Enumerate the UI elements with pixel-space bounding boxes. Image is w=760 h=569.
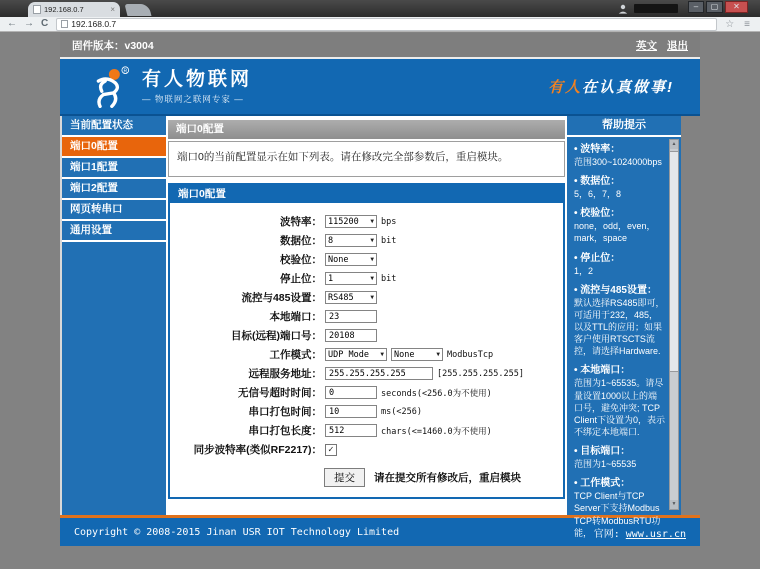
local-port-controls [325,310,377,323]
form-row-parity [170,250,563,269]
main-content [168,116,565,515]
page-favicon [33,5,41,14]
slogan-orange: 有人 [547,79,582,96]
logo-tagline: — 物联网之联网专家 — [142,94,244,105]
firmware-version: 固件版本：v3004 [72,39,154,52]
reload-icon[interactable]: C [41,18,49,29]
submit-row [170,468,563,487]
help-item-label: • 工作模式： [574,478,631,490]
page-description: 端口0的当前配置显示在如下列表。请在修改完全部参数后，重启模块。 [168,141,565,177]
flow-485-controls [325,291,377,304]
url-page-icon [61,20,68,28]
work-mode-select-value: UDP Mode [328,349,369,360]
bookmark-star-icon[interactable]: ☆ [725,18,735,30]
stop-bits-controls [325,272,396,285]
browser-tab[interactable] [28,2,120,17]
work-mode-suffix: ModbusTcp [447,349,494,360]
baud-rate-label: 波特率： [280,216,322,228]
chevron-down-icon: ▼ [370,237,374,244]
url-input[interactable] [56,18,717,31]
help-item-text: 范围300~1024000bps [574,157,662,167]
stop-bits-suffix: bit [381,273,397,284]
pack-length-suffix: chars(<=1460.0为不使用) [381,426,492,437]
redacted-username [634,4,678,13]
scrollbar-thumb[interactable] [670,151,678,372]
help-item-label: • 目标端口： [574,446,631,458]
tab-close-icon[interactable]: × [110,4,115,14]
help-item-label: • 停止位： [574,252,621,264]
work-mode-secondary-select[interactable] [391,348,443,361]
sidebar-item-general-settings[interactable]: 通用设置 [62,221,166,242]
browser-addressbar [0,17,760,32]
help-item-text: TCP Client与TCP Server下支持Modbus TCP转ModbusRTU功能， [574,491,661,538]
sidebar-item-current-status[interactable]: 当前配置状态 [62,116,166,137]
help-item-5 [574,364,666,438]
no-signal-timeout-suffix: seconds(<256.0为不使用) [381,388,492,399]
baud-rate-suffix: bps [381,216,397,227]
chevron-down-icon: ▼ [370,256,374,263]
parity-select[interactable] [325,253,377,266]
pack-time-input[interactable]: 10 [325,405,377,418]
sidebar-item-port1-config[interactable]: 端口1配置 [62,158,166,179]
firmware-topbar [60,33,700,59]
site-container [60,33,700,546]
data-bits-select[interactable] [325,234,377,247]
remote-server-suffix: [255.255.255.255] [437,368,524,379]
close-button[interactable]: ✕ [725,1,748,13]
chevron-down-icon: ▼ [370,275,374,282]
remote-server-input[interactable]: 255.255.255.255 [325,367,433,380]
scroll-up-icon[interactable]: ▲ [671,141,677,147]
profile-icon[interactable] [618,4,628,14]
help-item-label: • 校验位： [574,208,621,220]
sidebar-item-web-to-serial[interactable]: 网页转串口 [62,200,166,221]
menu-icon[interactable]: ≡ [744,18,750,30]
copyright-text: Copyright © 2008-2015 Jinan USR IOT Technology Limited [74,526,400,538]
url-text: 192.168.0.7 [71,19,117,29]
flow-485-select[interactable] [325,291,377,304]
remote-server-controls [325,367,524,380]
work-mode-controls [325,348,493,361]
usr-person-logo-icon [90,66,132,108]
forward-icon[interactable]: → [24,18,34,29]
logo [90,66,252,108]
help-item-3 [574,252,666,277]
form-row-no-signal-timeout [170,383,563,402]
minimize-button[interactable]: – [688,1,704,13]
data-bits-select-value: 8 [328,235,334,246]
data-bits-controls [325,234,396,247]
flow-485-label: 流控与485设置： [241,292,322,304]
english-link[interactable]: 英文 [636,39,657,52]
site-header [60,59,700,116]
no-signal-timeout-input[interactable]: 0 [325,386,377,399]
form-row-remote-server [170,364,563,383]
help-item-text: none，odd，even，mark，space [574,221,656,244]
help-item-text: 默认选择RS485即可，可适用于232，485，以及TTL的应用；如果客户使用RTSCTS流控，请选择Hardware. [574,297,665,357]
remote-port-controls [325,329,377,342]
data-bits-label: 数据位： [280,235,322,247]
pack-time-suffix: ms(<256) [381,406,422,417]
chevron-down-icon: ▼ [370,218,374,225]
logo-title: 有人物联网 [142,68,253,90]
help-panel-title: 帮助提示 [567,116,681,137]
parity-controls [325,253,377,266]
help-item-1 [574,175,666,200]
help-item-label: • 波特率： [574,144,621,155]
new-tab-button[interactable] [125,4,152,16]
submit-hint: 请在提交所有修改后，重启模块 [374,472,521,484]
remote-port-label: 目标(远程)端口号： [231,330,322,342]
remote-port-input[interactable]: 20108 [325,329,377,342]
remote-server-label: 远程服务地址： [248,368,322,380]
stop-bits-label: 停止位： [280,273,322,285]
no-signal-timeout-controls [325,386,492,399]
local-port-label: 本地端口： [269,311,322,323]
sync-baud-checkbox[interactable]: ✓ [325,444,337,456]
baud-rate-select[interactable] [325,215,377,228]
sidebar-item-port0-config[interactable]: 端口0配置 [62,137,166,158]
help-item-label: • 数据位： [574,176,621,188]
help-item-text: 1，2 [574,265,594,276]
pack-length-label: 串口打包长度： [248,425,322,437]
form-row-local-port [170,307,563,326]
parity-select-value: None [328,254,349,265]
pack-length-input[interactable]: 512 [325,424,377,437]
stop-bits-select-value: 1 [328,273,334,284]
chevron-down-icon: ▼ [370,294,374,301]
help-item-text: 5，6，7，8 [574,189,622,200]
pack-time-controls [325,405,422,418]
baud-rate-select-value: 115200 [328,216,359,227]
back-icon[interactable]: ← [7,18,17,29]
help-item-7 [574,477,666,539]
no-signal-timeout-label: 无信号超时时间： [238,387,322,399]
help-item-text: 范围为1~65535 [574,459,637,470]
work-mode-secondary-select-value: None [394,349,415,360]
sync-baud-label: 同步波特率(类似RF2217)： [193,444,322,456]
baud-rate-controls [325,215,396,228]
submit-button[interactable]: 提交 [324,468,365,487]
form-row-remote-port [170,326,563,345]
form-row-stop-bits [170,269,563,288]
work-mode-select[interactable] [325,348,387,361]
maximize-button[interactable]: ▢ [706,1,723,13]
slogan-rest: 在认真做事! [582,79,674,96]
page-title: 端口0配置 [168,120,565,139]
pack-length-controls [325,424,492,437]
form-row-pack-length [170,421,563,440]
form-row-work-mode [170,345,563,364]
help-body [567,137,681,552]
browser-titlebar [0,0,760,17]
sidebar-menu [60,116,168,515]
help-item-4 [574,284,666,358]
data-bits-suffix: bit [381,235,397,246]
official-site-label: 官网: [593,528,626,540]
body-gray-filler [681,116,700,515]
tab-title: 192.168.0.7 [44,5,84,14]
form-row-sync-baud [170,440,563,459]
local-port-input[interactable]: 23 [325,310,377,323]
chevron-down-icon: ▼ [380,351,384,358]
help-item-2 [574,207,666,244]
flow-485-select-value: RS485 [328,292,354,303]
help-item-text: 范围为1~65535。请尽量设置1000以上的端口号，避免冲突; TCP Client下设置为0，表示不绑定本地端口. [574,378,666,437]
sidebar-item-port2-config[interactable]: 端口2配置 [62,179,166,200]
panel-title: 端口0配置 [170,185,563,203]
port0-config-panel [168,183,565,499]
chevron-down-icon: ▼ [436,351,440,358]
help-item-label: • 本地端口： [574,365,631,377]
logout-link[interactable]: 退出 [667,39,688,52]
help-item-0 [574,143,666,168]
work-mode-label: 工作模式： [269,349,322,361]
pack-time-label: 串口打包时间： [248,406,322,418]
scroll-down-icon[interactable]: ▼ [671,501,677,507]
help-item-label: • 流控与485设置： [574,284,657,296]
help-item-6 [574,445,666,470]
sync-baud-controls [325,444,337,456]
port-config-form [170,203,563,497]
stop-bits-select[interactable] [325,272,377,285]
form-row-pack-time [170,402,563,421]
form-row-baud-rate [170,212,563,231]
official-site-link[interactable]: www.usr.cn [625,528,686,540]
help-scrollbar[interactable] [669,139,679,510]
form-row-flow-485 [170,288,563,307]
parity-label: 校验位： [280,254,322,266]
slogan [548,76,674,97]
svg-text:R: R [123,68,128,75]
form-row-data-bits [170,231,563,250]
